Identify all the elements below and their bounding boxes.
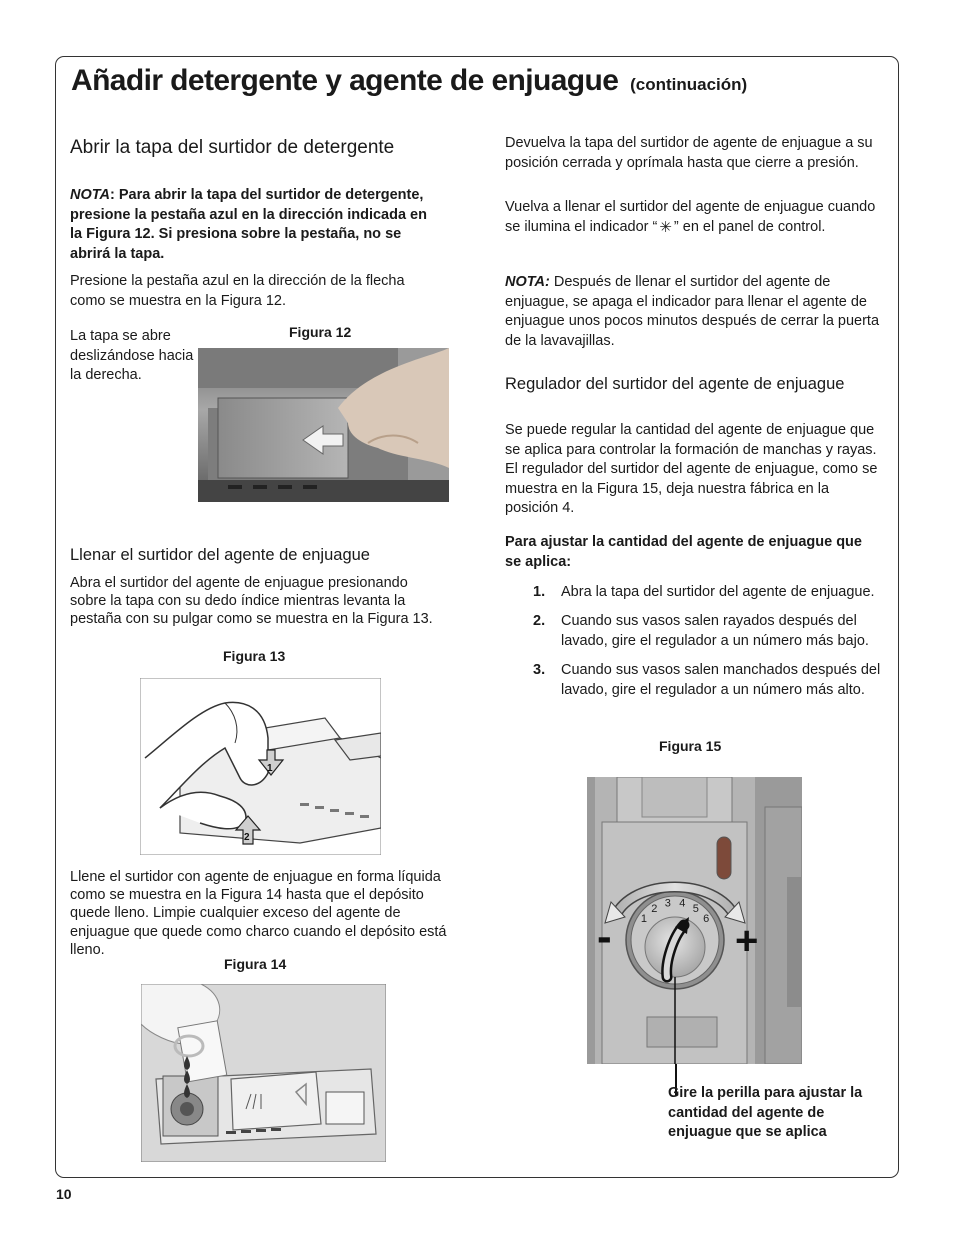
figure-13-arrow-1-label: 1: [267, 763, 273, 774]
refill-text-a: Vuelva a llenar el surtidor del agente de enjuague cuando se ilumina el indicador “: [505, 199, 876, 235]
dial-number-2: 2: [651, 903, 658, 916]
note-after-refill: [505, 273, 885, 351]
note-open-lid: [70, 186, 430, 264]
dial-number-4: 4: [679, 897, 686, 910]
paragraph-refill-indicator: [505, 198, 885, 237]
refill-text-b: ” en el panel de control.: [673, 218, 826, 235]
page-title-text: Añadir detergente y agente de enjuague: [71, 64, 619, 97]
paragraph-fill-dispenser: Llene el surtidor con agente de enjuague en forma líquida como se muestra en la Figura 14 hasta que el depósito quede lleno. Limpie cualquier exceso del agente de enjuague que quede como charco cuando el depósito está lleno.: [70, 869, 447, 958]
dial-number-3: 3: [664, 897, 671, 910]
figure-14-label: Figura 14: [224, 956, 287, 972]
figure-13-label: Figura 13: [223, 648, 286, 664]
note-text-right: Después de llenar el surtidor del agente de enjuague, se apaga el indicador para llenar el agente de enjuague unos pocos minutos después de cerrar la puerta de la lavavajillas.: [505, 274, 880, 349]
list-item: 1. Abra la tapa del surtidor del agente de enjuague.: [533, 584, 875, 600]
side-caption-lid-slides: La tapa se abre deslizándose hacia la derecha.: [70, 328, 194, 383]
page-number: 10: [56, 1186, 72, 1202]
section-heading-fill-rinse: Llenar el surtidor del agente de enjuague: [70, 546, 370, 564]
dial-plus-sign: +: [735, 919, 759, 963]
note-label: NOTA: [70, 187, 111, 203]
paragraph-press-tab: Presione la pestaña azul en la dirección de la flecha como se muestra en la Figura 12.: [70, 273, 405, 309]
figure-12-image: [198, 348, 449, 502]
figure-13-arrow-2-label: 2: [244, 832, 250, 843]
page-subtitle: (continuación): [630, 75, 748, 94]
figure-15-image: [587, 777, 802, 1064]
paragraph-regulator: Se puede regular la cantidad del agente de enjuague que se aplica para controlar la formación de manchas y rayas. El regulador del surtidor del agente de enjuague, como se muestra en la Figura 15, deja nuestra fábrica en la posición 4.: [505, 422, 878, 516]
figure-15-label: Figura 15: [659, 738, 722, 754]
page-title: [71, 64, 747, 98]
dial-number-6: 6: [703, 913, 710, 926]
paragraph-return-lid: Devuelva la tapa del surtidor de agente de enjuague a su posición cerrada y oprímala hasta que cierre a presión.: [505, 135, 873, 171]
section-heading-open-lid: Abrir la tapa del surtidor de detergente: [70, 137, 395, 158]
adjust-heading: Para ajustar la cantidad del agente de enjuague que se aplica:: [505, 534, 862, 570]
figure-14-image: [141, 984, 386, 1162]
dial-number-1: 1: [640, 913, 648, 926]
dial-minus-sign: -: [597, 912, 612, 961]
adjust-steps-list: [533, 582, 888, 709]
figure-12-label: Figura 12: [289, 324, 352, 340]
note-text: : Para abrir la tapa del surtidor de detergente, presione la pestaña azul en la dirección indicada en la Figura 12. Si presiona sobre la pestaña, no se abrirá la tapa.: [70, 187, 427, 262]
figure-15-caption: Gire la perilla para ajustar la cantidad del agente de enjuague que se aplica: [668, 1085, 863, 1140]
rinse-aid-indicator-icon: ✳: [659, 218, 672, 236]
list-item: 3. Cuando sus vasos salen manchados después del lavado, gire el regulador a un número más alto.: [533, 662, 881, 698]
paragraph-open-rinse: Abra el surtidor del agente de enjuague presionando sobre la tapa con su dedo índice mientras levanta la pestaña con su pulgar como se muestra en la Figura 13.: [70, 575, 433, 628]
dial-number-5: 5: [692, 903, 699, 916]
note-label-right: NOTA:: [505, 274, 550, 290]
list-item: 2. Cuando sus vasos salen rayados después del lavado, gire el regulador a un número más bajo.: [533, 613, 869, 649]
section-heading-regulator: Regulador del surtidor del agente de enjuague: [505, 375, 845, 393]
figure-13-image: [140, 678, 381, 855]
